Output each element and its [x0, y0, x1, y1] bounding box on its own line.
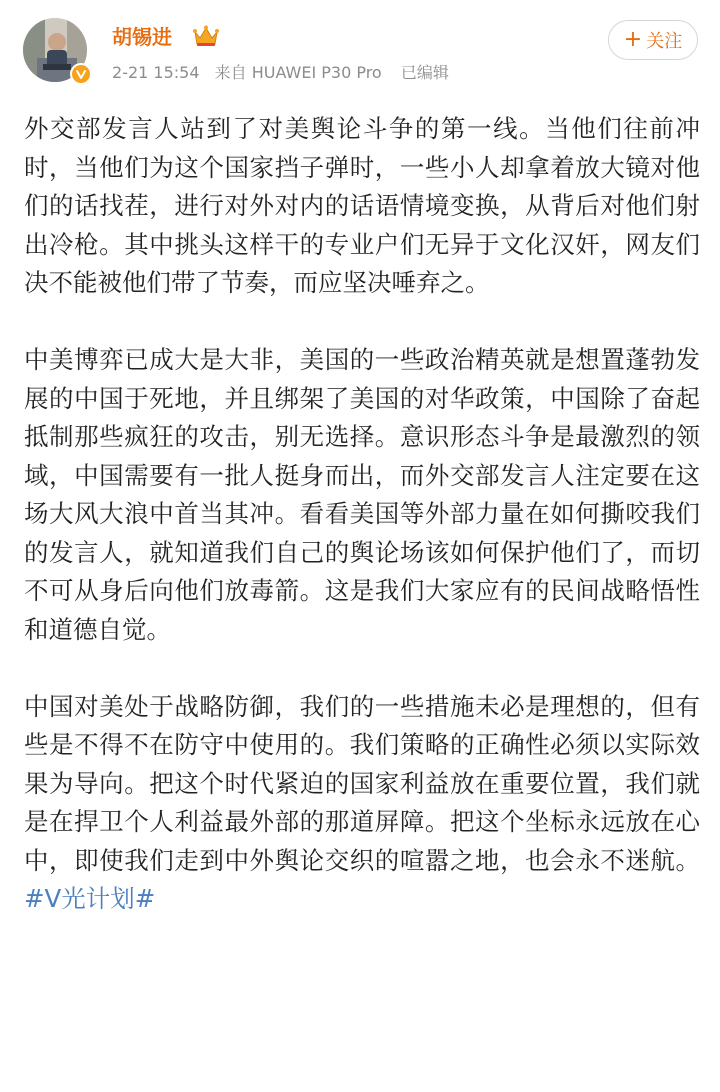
- follow-button[interactable]: [608, 20, 698, 60]
- post-paragraph-2: 中美博弈已成大是大非，美国的一些政治精英就是想置蓬勃发展的中国于死地，并且绑架了美国的对华政策，中国除了奋起抵制那些疯狂的攻击，别无选择。意识形态斗争是最激烈的领域，中国需要有一批人挺身而出，而外交部发言人注定要在这场大风大浪中首当其冲。看看美国等外部力量在如何撕咬我们的发言人，就知道我们自己的舆论场该如何保护他们了，而切不可从身后向他们放毒箭。这是我们大家应有的民间战略悟性和道德自觉。: [24, 345, 700, 644]
- post-paragraph-1: 外交部发言人站到了对美舆论斗争的第一线。当他们往前冲时，当他们为这个国家挡子弹时，一些小人却拿着放大镜对他们的话找茬，进行对外对内的话语情境变换，从背后对他们射出冷枪。其中挑头这样干的专业户们无异于文化汉奸，网友们决不能被他们带了节奏，而应坚决唾弃之。: [24, 114, 700, 297]
- hashtag-link[interactable]: #V光计划#: [24, 884, 156, 913]
- post-paragraph-3-text: 中国对美处于战略防御，我们的一些措施未必是理想的，但有些是不得不在防守中使用的。我们策略的正确性必须以实际效果为导向。把这个时代紧迫的国家利益放在重要位置，我们就是在捍卫个人利益最外部的那道屏障。把这个坐标永远放在心中，即使我们走到中外舆论交织的喧嚣之地，也会永不迷航。: [24, 691, 700, 875]
- post-meta: [112, 62, 459, 84]
- post-content: [24, 110, 700, 919]
- post-time: 2-21 15:54: [112, 63, 200, 82]
- verified-v-icon: [70, 63, 92, 85]
- plus-icon: +: [623, 27, 643, 52]
- crown-icon: [192, 24, 220, 48]
- edited-label[interactable]: 已编辑: [400, 63, 449, 82]
- post-header: [0, 0, 720, 100]
- post-paragraph-3: [24, 688, 700, 919]
- follow-label: 关注: [646, 31, 683, 52]
- post-source: 来自 HUAWEI P30 Pro: [214, 63, 382, 82]
- user-name[interactable]: 胡锡进: [112, 25, 172, 49]
